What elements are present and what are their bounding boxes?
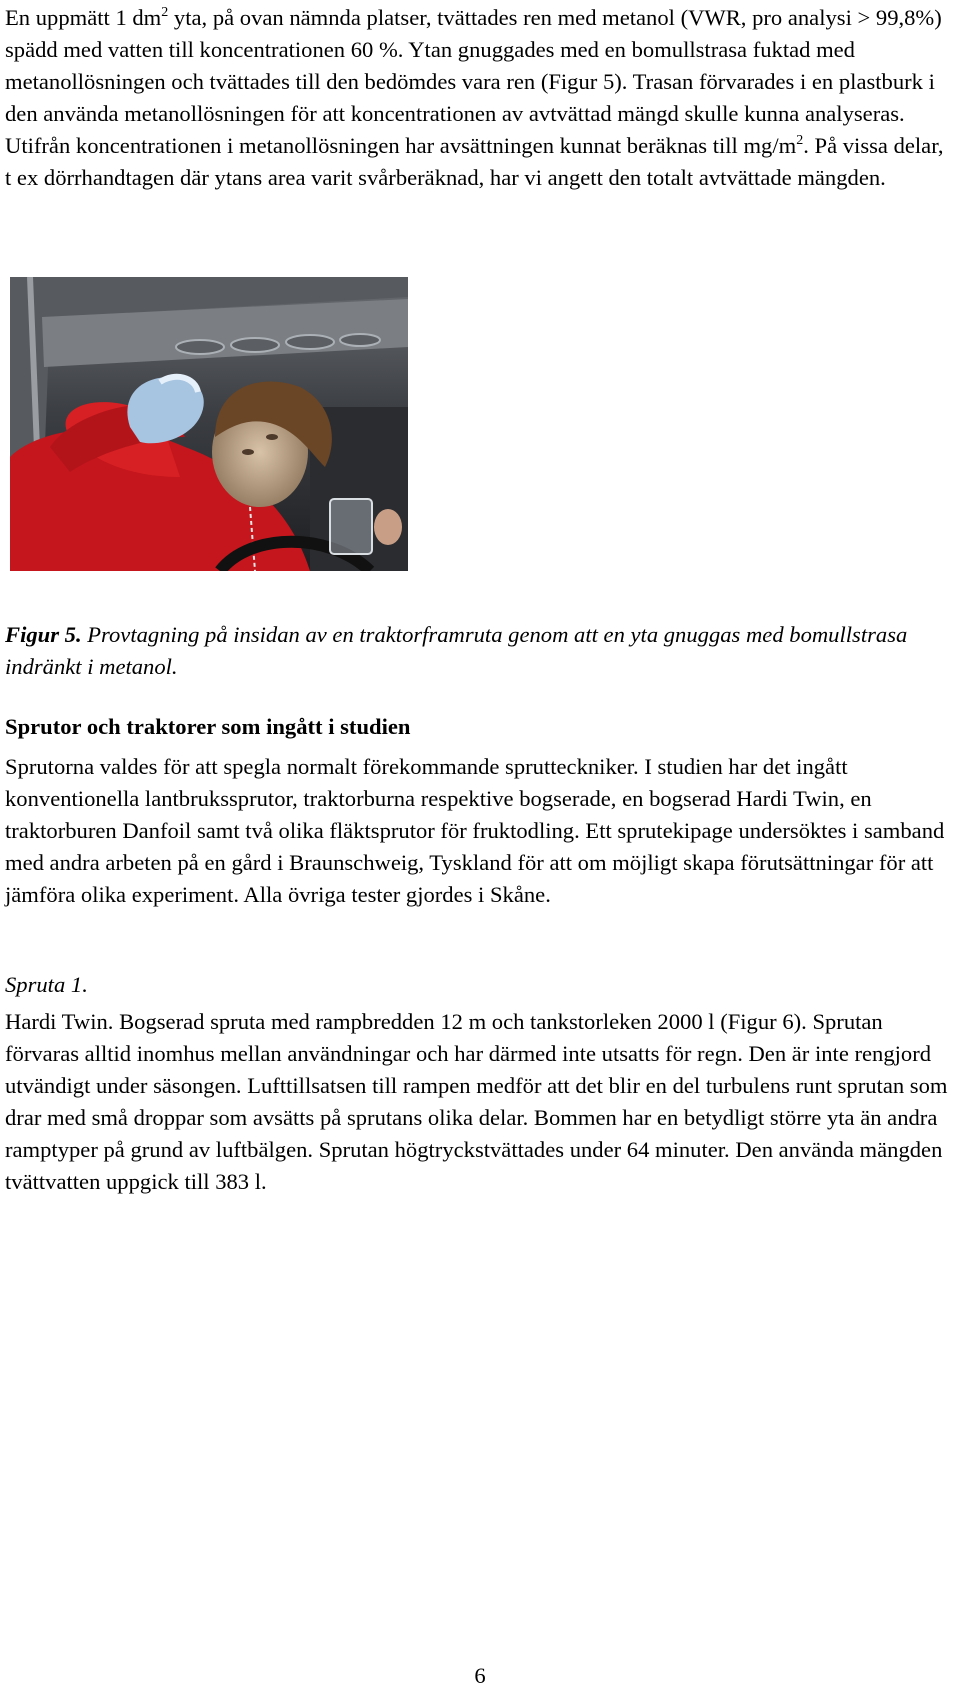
intro-text-2: yta, på ovan nämnda platser, tvättades ren med metanol (VWR, pro analysi > 99,8%) spädd med vatten till koncentrationen 60 %. Ytan gnuggades med en bomullstrasa fuktad med metanollösningen och tvättades till den bedömdes vara ren (Figur 5). Trasan förvarades i en plastburk i den använda metanollösningen för att koncentrationen av avtvättad mängd skulle kunna analyseras. Utifrån koncentrationen i metanollösningen har avsättningen kunnat beräknas till mg/m: [5, 5, 942, 158]
section-heading: Sprutor och traktorer som ingått i studien: [5, 714, 411, 739]
spruta-1-subheading: Spruta 1.: [5, 972, 88, 997]
figure-label: Figur 5.: [5, 622, 82, 647]
intro-text-3: . På vissa delar, t ex dörrhandtagen där ytans area varit svårberäknad, har vi angett den totalt avtvättade mängden.: [5, 133, 944, 190]
sprayers-paragraph: Sprutorna valdes för att spegla normalt förekommande sprutteckniker. I studien har det ingått konventionella lantbrukssprutor, traktorburna respektive bogserade, en bogserad Hardi Twin, en traktorburen Danfoil samt två olika fläktsprutor för fruktodling. Ett sprutekipage undersöktes i samband med andra arbeten på en gård i Braunschweig, Tyskland för att om möjligt skapa förutsättningar för att jämföra olika experiment. Alla övriga tester gjordes i Skåne.: [5, 754, 945, 907]
superscript-2: 2: [161, 5, 169, 20]
figure-5-photo: [10, 277, 408, 571]
figure-caption: [5, 619, 955, 683]
spruta-1-paragraph: Hardi Twin. Bogserad spruta med rampbredden 12 m och tankstorleken 2000 l (Figur 6). Sprutan förvaras alltid inomhus mellan användningar och har därmed inte utsatts för regn. Den är inte rengjord utvändigt under säsongen. Lufttillsatsen till rampen medför att det blir en del turbulens runt sprutan som drar med små droppar som avsätts på sprutans olika delar. Bommen har en betydligt större yta än andra ramptyper på grund av luftbälgen. Sprutan högtryckstvättades under 64 minuter. Den använda mängden tvättvatten uppgick till 383 l.: [5, 1009, 948, 1194]
intro-paragraph: [5, 2, 955, 194]
figure-caption-text: Provtagning på insidan av en traktorframruta genom att en yta gnuggas med bomullstrasa indränkt i metanol.: [5, 622, 908, 679]
superscript-2: 2: [796, 133, 804, 148]
page-number: 6: [474, 1663, 486, 1688]
intro-text-1: En uppmätt 1 dm: [5, 5, 162, 30]
